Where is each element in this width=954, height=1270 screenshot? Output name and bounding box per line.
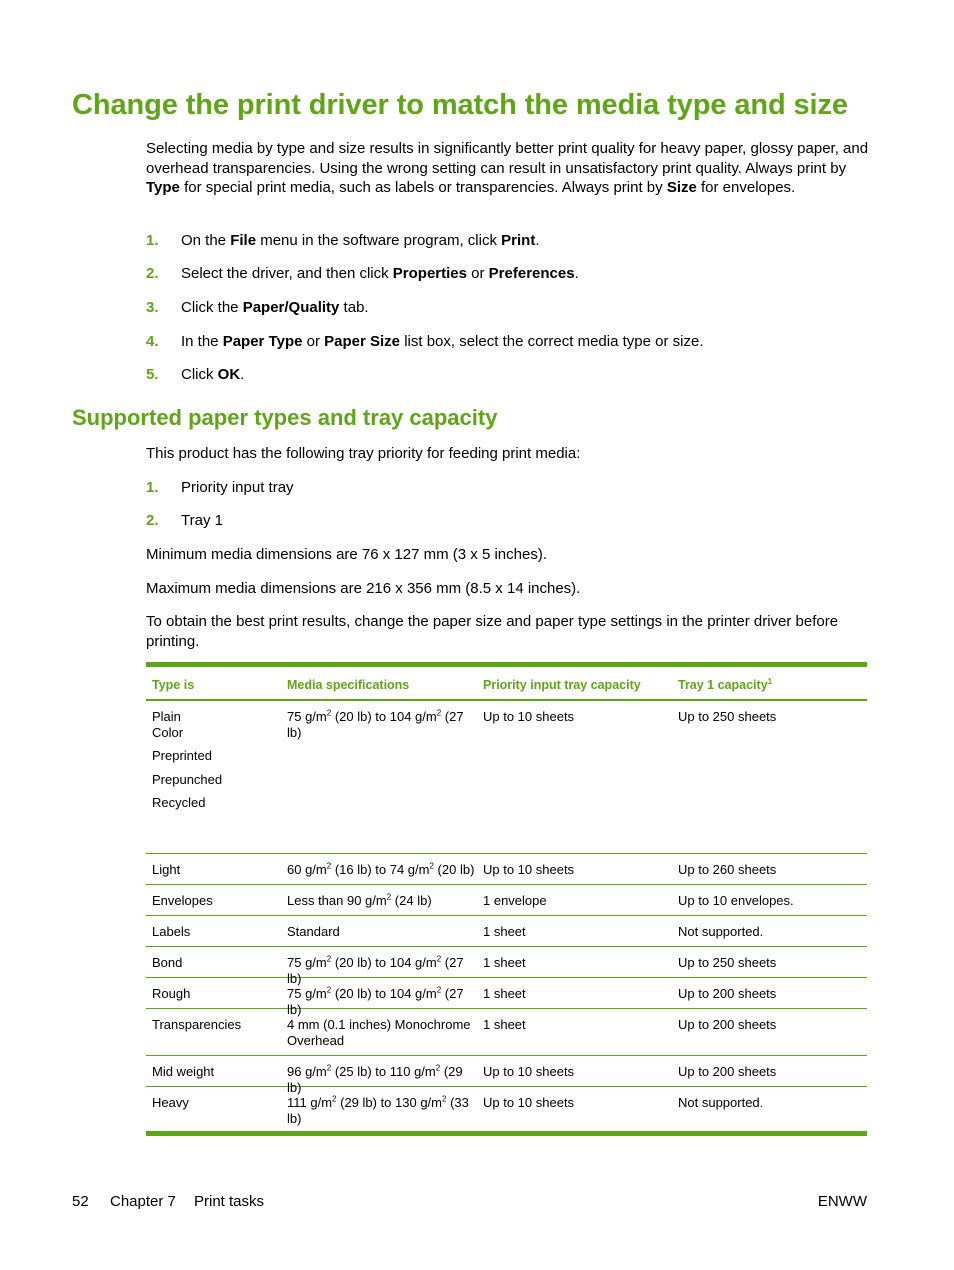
cell-type: Mid weight xyxy=(152,1064,215,1079)
step-number: 4. xyxy=(146,333,159,350)
footnote-marker: 1 xyxy=(767,676,773,686)
cell-priority-capacity: 1 envelope xyxy=(483,893,547,908)
table-row xyxy=(146,947,867,986)
priority-intro: This product has the following tray priority for feeding print media: xyxy=(146,445,581,462)
cell-tray1-capacity: Not supported. xyxy=(678,1095,764,1110)
cell-tray1-capacity: Not supported. xyxy=(678,924,764,939)
step-text: Click OK. xyxy=(181,366,245,383)
step-number: 2. xyxy=(146,265,159,282)
table-row xyxy=(146,1087,867,1131)
cell-type: Rough xyxy=(152,986,191,1001)
cell-media-spec: 75 $g/m^2$ (20 lb) to 104 $g/m^2$ (27 lb) xyxy=(287,954,464,986)
cell-type: Plain Color Preprinted Prepunched Recycled xyxy=(152,709,223,811)
min-dimensions: Minimum media dimensions are 76 x 127 mm (3 x 5 inches). xyxy=(146,546,547,563)
step-number: 5. xyxy=(146,366,159,383)
paper-types-table xyxy=(146,662,867,1136)
header-tray1-capacity: Tray 1 capacity$^1$ xyxy=(678,676,773,692)
cell-media-spec: 60 $g/m^2$ (16 lb) to 74 $g/m^2$ (20 lb) xyxy=(287,861,475,877)
cell-tray1-capacity: Up to 250 sheets xyxy=(678,709,777,724)
best-results-note: To obtain the best print results, change the paper size and paper type settings in the printer driver before printing. xyxy=(146,613,839,650)
table-body xyxy=(146,701,867,1131)
table-row xyxy=(146,1056,867,1095)
cell-media-spec: Less than 90 $g/m^2$ (24 lb) xyxy=(287,892,432,908)
step-text: On the File menu in the software program, click Print. xyxy=(181,232,540,249)
cell-priority-capacity: 1 sheet xyxy=(483,924,526,939)
step-text: In the Paper Type or Paper Size list box, select the correct media type or size. xyxy=(181,333,704,350)
footer-chapter: Chapter 7 xyxy=(110,1193,176,1210)
table-header xyxy=(146,667,867,701)
cell-media-spec: 4 mm (0.1 inches) Monochrome Overhead xyxy=(287,1017,471,1048)
cell-type: Light xyxy=(152,862,181,877)
cell-tray1-capacity: Up to 260 sheets xyxy=(678,862,777,877)
cell-tray1-capacity: Up to 10 envelopes. xyxy=(678,893,794,908)
cell-priority-capacity: 1 sheet xyxy=(483,955,526,970)
table-row xyxy=(146,885,867,916)
step-text: Click the Paper/Quality tab. xyxy=(181,299,369,316)
cell-media-spec: 75 $g/m^2$ (20 lb) to 104 $g/m^2$ (27 lb) xyxy=(287,708,464,740)
cell-priority-capacity: Up to 10 sheets xyxy=(483,1095,575,1110)
cell-priority-capacity: Up to 10 sheets xyxy=(483,1064,575,1079)
footer-section: Print tasks xyxy=(194,1193,265,1210)
cell-priority-capacity: Up to 10 sheets xyxy=(483,862,575,877)
cell-media-spec: Standard xyxy=(287,924,340,939)
intro-paragraph: Selecting media by type and size results in significantly better print quality for heavy paper, glossy paper, and overhead transparencies. Using the wrong setting can result in unsatisfactory print quality. Always print by Type for special print media, such as labels or transparencies. Always print by Size for envelopes. xyxy=(146,140,869,196)
cell-tray1-capacity: Up to 250 sheets xyxy=(678,955,777,970)
footer-enww: ENWW xyxy=(817,1193,867,1210)
step-number: 1. xyxy=(146,232,159,249)
cell-type: Envelopes xyxy=(152,893,213,908)
header-type: Type is xyxy=(152,678,195,692)
page-title: Change the print driver to match the media type and size xyxy=(72,89,848,121)
cell-priority-capacity: 1 sheet xyxy=(483,986,526,1001)
cell-media-spec: 111 $g/m^2$ (29 lb) to 130 $g/m^2$ (33 lb) xyxy=(287,1094,469,1126)
table-row xyxy=(146,1009,867,1056)
max-dimensions: Maximum media dimensions are 216 x 356 mm (8.5 x 14 inches). xyxy=(146,580,581,597)
cell-type: Transparencies xyxy=(152,1017,242,1032)
cell-tray1-capacity: Up to 200 sheets xyxy=(678,986,777,1001)
table-row xyxy=(146,701,867,854)
priority-text: Tray 1 xyxy=(181,512,223,529)
cell-priority-capacity: Up to 10 sheets xyxy=(483,709,575,724)
header-media-specs: Media specifications xyxy=(287,678,410,692)
priority-number: 2. xyxy=(146,512,159,529)
cell-tray1-capacity: Up to 200 sheets xyxy=(678,1064,777,1079)
cell-tray1-capacity: Up to 200 sheets xyxy=(678,1017,777,1032)
cell-priority-capacity: 1 sheet xyxy=(483,1017,526,1032)
cell-type: Bond xyxy=(152,955,183,970)
cell-media-spec: 75 $g/m^2$ (20 lb) to 104 $g/m^2$ (27 lb) xyxy=(287,985,464,1017)
table-row xyxy=(146,978,867,1017)
step-number: 3. xyxy=(146,299,159,316)
priority-number: 1. xyxy=(146,479,159,496)
table-row xyxy=(146,916,867,947)
header-priority-capacity: Priority input tray capacity xyxy=(483,678,641,692)
footer-page-number: 52 xyxy=(72,1193,89,1210)
step-text: Select the driver, and then click Properties or Preferences. xyxy=(181,265,579,282)
section-title: Supported paper types and tray capacity xyxy=(72,405,498,430)
priority-text: Priority input tray xyxy=(181,479,294,496)
table-row xyxy=(146,854,867,885)
cell-type: Heavy xyxy=(152,1095,189,1110)
cell-media-spec: 96 $g/m^2$ (25 lb) to 110 $g/m^2$ (29 lb) xyxy=(287,1063,463,1095)
cell-type: Labels xyxy=(152,924,191,939)
